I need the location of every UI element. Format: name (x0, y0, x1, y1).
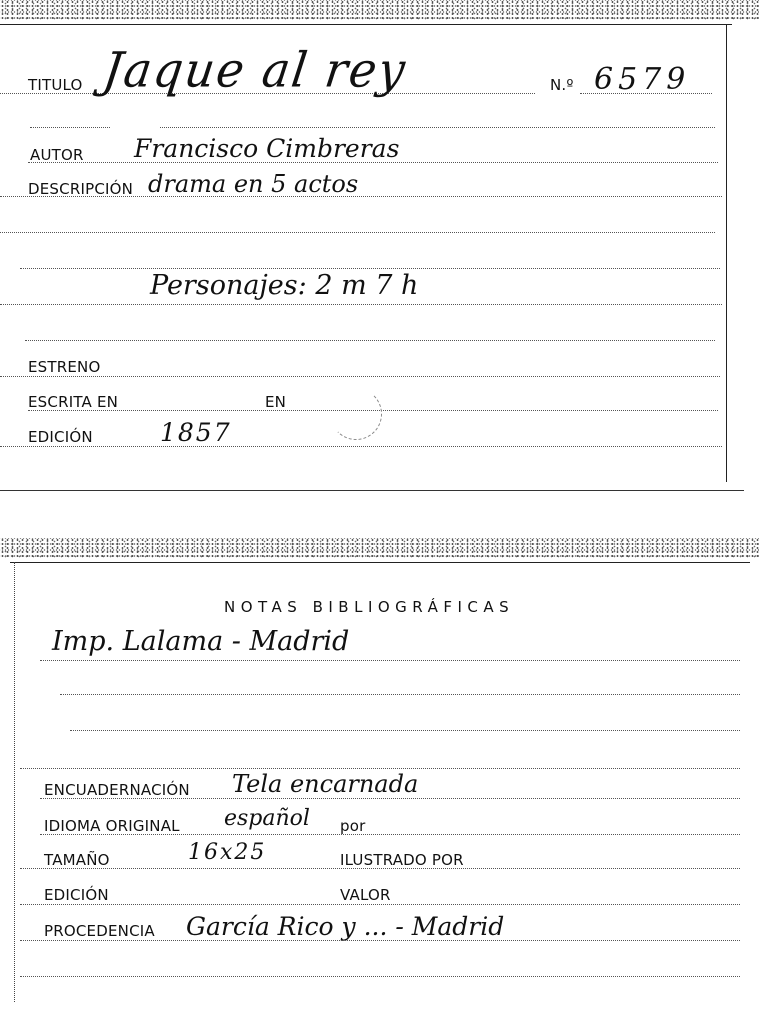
tamano-label: TAMAÑO (44, 851, 110, 869)
card-right-border (726, 24, 727, 482)
card-top-border (0, 24, 732, 26)
encuadernacion-line (40, 798, 740, 799)
procedencia-label: PROCEDENCIA (44, 922, 155, 940)
card-bottom-border (0, 490, 744, 492)
estreno-line (0, 376, 720, 377)
card2-top-border (10, 562, 750, 564)
blank-line-2 (0, 232, 715, 233)
blank-line-1 (30, 127, 110, 128)
numero-label: N.º (550, 76, 574, 94)
edicion2-line (20, 904, 740, 905)
autor-label: AUTOR (30, 146, 84, 164)
personajes-line (0, 304, 722, 305)
encuadernacion-label: ENCUADERNACIÓN (44, 781, 190, 799)
edicion-line (0, 446, 722, 447)
encuadernacion-value: Tela encarnada (232, 770, 419, 798)
descripcion-line (0, 196, 722, 197)
estreno-label: ESTRENO (28, 358, 101, 376)
card2-left-border (14, 562, 15, 1002)
edicion-value: 1857 (160, 418, 232, 447)
idioma-value: español (224, 806, 310, 831)
titulo-value: Jaque al rey (100, 41, 411, 98)
tamano-value: 16x25 (188, 840, 267, 865)
valor-label: VALOR (340, 886, 391, 904)
descripcion-value: drama en 5 actos (148, 170, 359, 198)
numero-value: 6579 (594, 62, 691, 97)
blank-line-1b (160, 127, 715, 128)
blank-line-3 (20, 268, 720, 269)
edicion2-label: EDICIÓN (44, 886, 109, 904)
por-label: por (340, 817, 366, 835)
personajes-value: Personajes: 2 m 7 h (150, 270, 419, 301)
blank-line-bottom (20, 976, 740, 977)
edicion-label: EDICIÓN (28, 428, 93, 446)
en-label: EN (265, 393, 287, 411)
notas-heading: NOTAS BIBLIOGRÁFICAS (224, 598, 515, 616)
notas-line-2 (60, 694, 740, 695)
tamano-line (20, 868, 740, 869)
notas-line-4 (20, 768, 740, 769)
catalog-card-top (0, 0, 759, 495)
idioma-label: IDIOMA ORIGINAL (44, 817, 180, 835)
faint-stamp-circle (330, 388, 382, 440)
procedencia-value: García Rico y ... - Madrid (186, 912, 505, 941)
notas-line-1 (40, 660, 740, 661)
autor-value: Francisco Cimbreras (134, 134, 400, 163)
escrita-en-label: ESCRITA EN (28, 393, 119, 411)
titulo-label: TITULO (28, 76, 83, 94)
idioma-line (40, 834, 740, 835)
ilustrado-label: ILUSTRADO POR (340, 851, 464, 869)
notas-value: Imp. Lalama - Madrid (52, 626, 350, 657)
descripcion-label: DESCRIPCIÓN (28, 180, 134, 198)
procedencia-line (20, 940, 740, 941)
blank-line-4 (25, 340, 715, 341)
catalog-card-bottom (0, 540, 759, 1028)
notas-line-3 (70, 730, 740, 731)
